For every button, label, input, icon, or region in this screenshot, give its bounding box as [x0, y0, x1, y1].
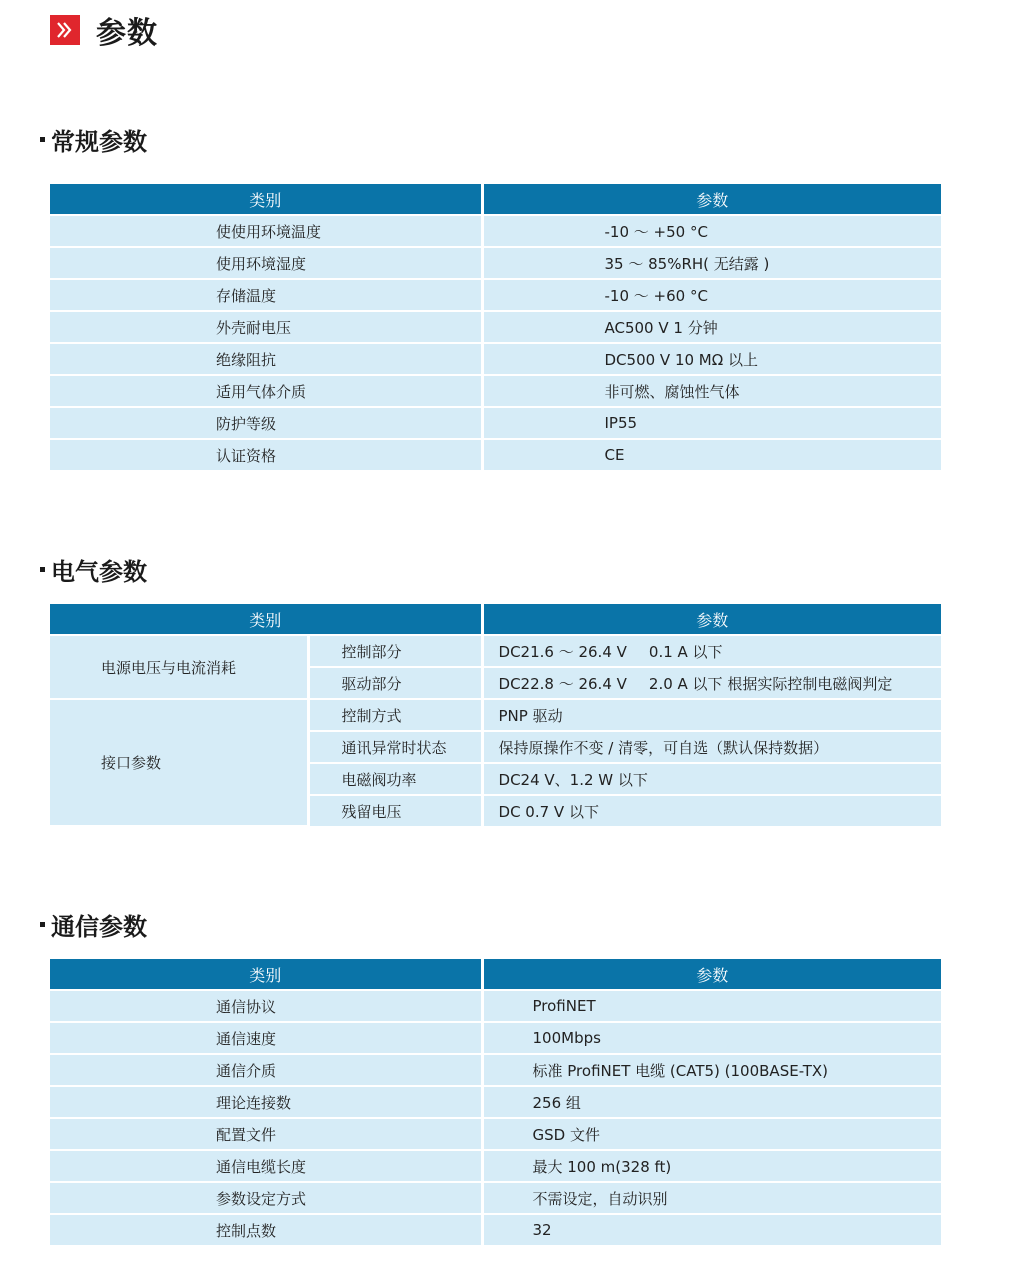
section-title-electrical: 电气参数	[40, 552, 147, 587]
electrical-params-table	[50, 604, 941, 827]
group-label: 电源电压与电流消耗	[50, 635, 308, 699]
bullet-icon	[40, 567, 45, 572]
table-row: 参数设定方式 不需设定，自动识别	[50, 1182, 941, 1214]
general-params-table	[50, 184, 941, 470]
column-header-category: 类别	[50, 604, 482, 635]
table-header-row	[50, 604, 941, 635]
table-row: 理论连接数 256 组	[50, 1086, 941, 1118]
column-header-value: 参数	[482, 184, 941, 215]
table-row: 通讯异常时状态 保持原操作不变 / 清零，可自选（默认保持数据）	[50, 731, 941, 763]
communication-params-table	[50, 959, 941, 1245]
bullet-icon	[40, 137, 45, 142]
section-title-communication: 通信参数	[40, 907, 147, 942]
table-row: 控制点数 32	[50, 1214, 941, 1245]
section-title-general: 常规参数	[40, 122, 147, 157]
column-header-value: 参数	[482, 604, 941, 635]
table-row: 残留电压 DC 0.7 V 以下	[50, 795, 941, 826]
page-title: 参数	[96, 16, 158, 51]
table-row: 适用气体介质 非可燃、腐蚀性气体	[50, 375, 941, 407]
table-row: 通信电缆长度 最大 100 m(328 ft)	[50, 1150, 941, 1182]
group-label: 接口参数	[50, 699, 308, 826]
table-header-row	[50, 959, 941, 990]
table-row: 通信速度 100Mbps	[50, 1022, 941, 1054]
table-row: 电磁阀功率 DC24 V、1.2 W 以下	[50, 763, 941, 795]
table-header-row	[50, 184, 941, 215]
double-chevron-right-icon	[50, 15, 80, 45]
table-row: 外壳耐电压 AC500 V 1 分钟	[50, 311, 941, 343]
bullet-icon	[40, 922, 45, 927]
table-row: 防护等级 IP55	[50, 407, 941, 439]
table-row: 使用环境湿度 35 ～ 85%RH( 无结露 )	[50, 247, 941, 279]
column-header-category: 类别	[50, 959, 482, 990]
table-row: 驱动部分 DC22.8 ～ 26.4 V 2.0 A 以下 根据实际控制电磁阀判定	[50, 667, 941, 699]
table-row: 电源电压与电流消耗 控制部分 DC21.6 ～ 26.4 V 0.1 A 以下	[50, 635, 941, 667]
column-header-category: 类别	[50, 184, 482, 215]
table-row: 认证资格 CE	[50, 439, 941, 470]
table-row: 配置文件 GSD 文件	[50, 1118, 941, 1150]
table-row: 绝缘阻抗 DC500 V 10 MΩ 以上	[50, 343, 941, 375]
page-header	[50, 12, 158, 51]
table-row: 存储温度 -10 ～ +60 °C	[50, 279, 941, 311]
column-header-value: 参数	[482, 959, 941, 990]
table-row: 使使用环境温度 -10 ～ +50 °C	[50, 215, 941, 247]
table-row: 通信协议 ProfiNET	[50, 990, 941, 1022]
table-row: 通信介质 标准 ProfiNET 电缆 (CAT5) (100BASE-TX)	[50, 1054, 941, 1086]
table-row: 接口参数 控制方式 PNP 驱动	[50, 699, 941, 731]
